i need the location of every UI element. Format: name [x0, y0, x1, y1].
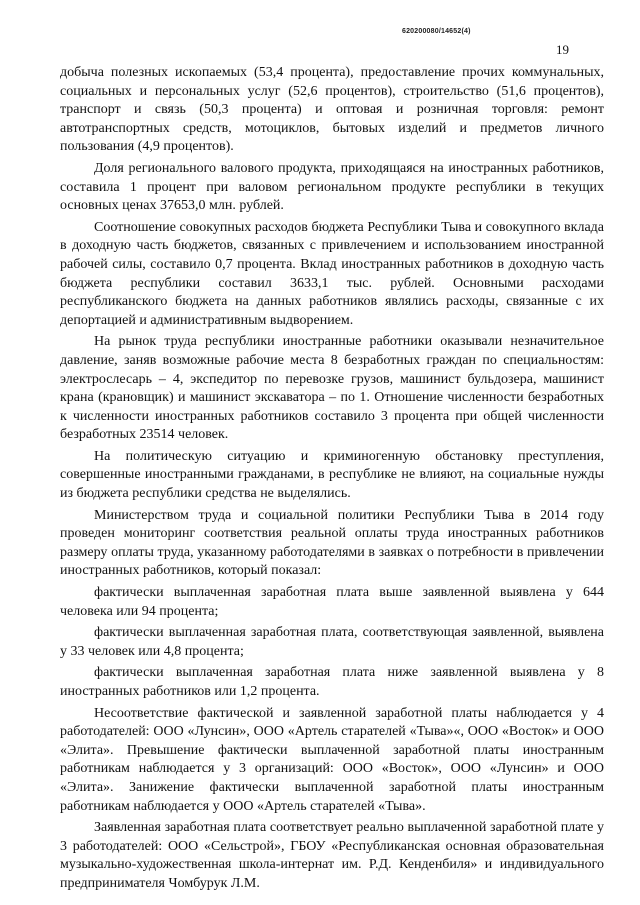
paragraph: Несоответствие фактической и заявленной заработной платы наблюдается у 4 работодателей: ООО «Лунсин», ООО «Артель старателей «Тыва»«, ООО «Восток» и ООО «Элита». Превышение фактически выплаченной заработной платы иностранным работникам наблюдается у 3 организаций: ООО «Восток», ООО «Лунсин» и ООО «Элита». Занижение фактически выплаченной заработной платы иностранным работникам наблюдается у ООО «Артель старателей «Тыва».: [60, 705, 604, 814]
document-body: [60, 64, 604, 897]
document-code: 620200080/14652(4): [402, 28, 471, 35]
list-item: фактически выплаченная заработная плата, соответствующая заявленной, выявлена у 33 человек или 4,8 процента;: [60, 625, 604, 659]
list-item: фактически выплаченная заработная плата ниже заявленной выявлена у 8 иностранных работников или 1,2 процента.: [60, 665, 604, 699]
paragraph: На рынок труда республики иностранные работники оказывали незначительное давление, заняв возможные рабочие места 8 безработных граждан по специальностям: электрослесарь – 4, экспедитор по перевозке грузов, машинист бульдозера, машинист крана (крановщик) и машинист экскаватора – по 1. Отношение численности безработных к численности иностранных работников составило 3 процента при общей численности безработных 23514 человек.: [60, 334, 604, 443]
paragraph: Доля регионального валового продукта, приходящаяся на иностранных работников, составила 1 процент при валовом региональном продукте республики в текущих основных ценах 37653,0 млн. рублей.: [60, 160, 604, 214]
paragraph: Заявленная заработная плата соответствует реально выплаченной заработной плате у 3 работодателей: ООО «Сельстрой», ГБОУ «Республиканская основная образовательная музыкально-художественная школа-интернат им. Р.Д. Кенденбиля» и индивидуального предпринимателя Чомбурук Л.М.: [60, 820, 604, 891]
paragraph: добыча полезных ископаемых (53,4 процента), предоставление прочих коммунальных, социальных и персональных услуг (52,6 процентов), строительство (51,6 процентов), транспорт и связь (50,3 процента) и оптовая и розничная торговля: ремонт автотранспортных средств, мотоциклов, бытовых изделий и предметов личного пользования (4,9 процентов).: [60, 65, 604, 155]
paragraph: Министерством труда и социальной политики Республики Тыва в 2014 году проведен мониторинг соответствия реальной оплаты труда иностранных работников размеру оплаты труда, указанному работодателями в заявках о потребности в привлечении иностранных работников, который показал:: [60, 507, 604, 579]
paragraph: На политическую ситуацию и криминогенную обстановку преступления, совершенные иностранными гражданами, в республике не влияют, на социальные нужды из бюджета республики средства не выделялись.: [60, 448, 604, 502]
list-item: фактически выплаченная заработная плата выше заявленной выявлена у 644 человека или 94 процента;: [60, 585, 604, 619]
paragraph: Соотношение совокупных расходов бюджета Республики Тыва и совокупного вклада в доходную часть бюджетов, связанных с привлечением и использованием иностранной рабочей силы, составило 0,7 процента. Вклад иностранных работников в доходную часть бюджета республики составил 3633,1 тыс. рублей. Основными расходами республиканского бюджета на данных работников являлись расходы, связанные с их депортацией и административным выдворением.: [60, 219, 604, 328]
page-number: 19: [556, 42, 569, 57]
